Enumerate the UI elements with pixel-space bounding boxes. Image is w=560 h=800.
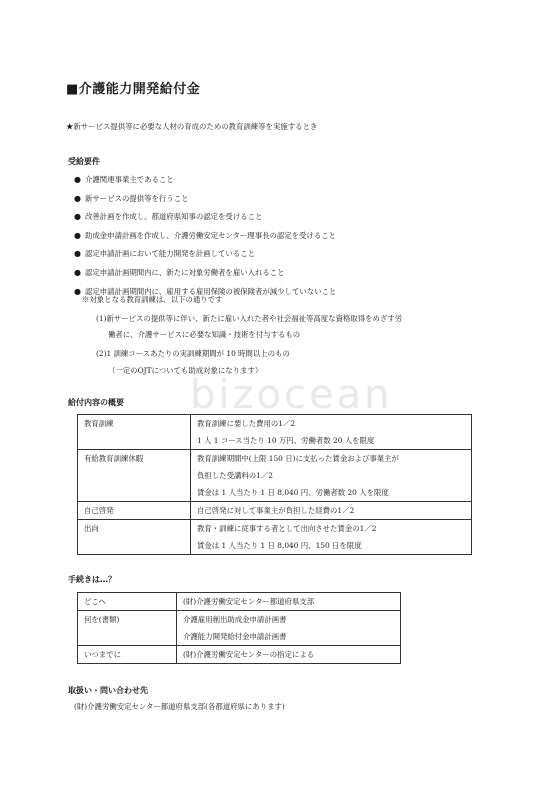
list-item: ● 改善計画を作成し、都道府県知事の認定を受けること <box>74 208 336 227</box>
bullet-icon: ● <box>74 249 81 259</box>
bullet-icon: ● <box>74 286 81 296</box>
list-item: ● 助成金申請計画を作成し、介護労働安定センター理事長の認定を受けること <box>74 227 336 246</box>
table-cell-label: 自己啓発 <box>78 502 191 520</box>
table-row <box>78 611 401 646</box>
table-cell-label: いつまでに <box>78 646 177 664</box>
list-item: ● 新サービスの提供等を行うこと <box>74 190 336 209</box>
bullet-icon: ● <box>74 212 81 222</box>
table-row <box>78 415 472 450</box>
table-row <box>78 450 472 502</box>
training-sub2-line1: (2)1 訓練コースあたりの実訓練期間が 10 時間以上のもの <box>96 349 290 358</box>
training-sub2-line2: （一定のOJTについても助成対象になります） <box>108 366 263 375</box>
bullet-icon: ● <box>74 193 81 203</box>
bullet-icon: ● <box>74 175 81 184</box>
list-item: ● 認定申請計画において能力開発を計画していること <box>74 245 336 264</box>
watermark: bizocean <box>190 372 393 418</box>
table-cell-content: 教育訓練期間中(上限 150 日)に支払った賃金および事業主が 負担した受講料の1／2 賃金は 1 人当たり 1 日 8,040 円、労働者数 20 人を限度 <box>191 450 472 502</box>
training-sub1-line2: 働者に、介護サービスに必要な知識・技術を付与するもの <box>108 330 301 339</box>
table-cell-label: 有給教育訓練休暇 <box>78 450 191 502</box>
table-row <box>78 646 401 664</box>
table-row <box>78 593 401 611</box>
benefits-table <box>77 414 472 555</box>
requirements-list <box>74 171 336 301</box>
lead-text: ★新サービス提供等に必要な人材の育成のための教育訓練等を実施するとき <box>66 122 318 131</box>
table-cell-label: 出向 <box>78 520 191 555</box>
table-cell-label: どこへ <box>78 593 177 611</box>
table-row <box>78 520 472 555</box>
benefits-heading: 給付内容の概要 <box>68 398 124 407</box>
list-item: ● 認定申請計画期間内に、雇用する雇用保険の被保険者が減少していないこと <box>74 283 336 302</box>
table-cell-content: 自己啓発に対して事業主が負担した経費の1／2 <box>191 502 472 520</box>
list-item: ● 認定申請計画期間内に、新たに対象労働者を雇い入れること <box>74 264 336 283</box>
table-cell-content: 教育訓練に要した費用の1／2 1 人 1 コース当たり 10 万円、労働者数 20 人を限度 <box>191 415 472 450</box>
table-cell-content: 介護雇用創出助成金申請計画書 介護能力開発給付金申請計画書 <box>177 611 401 646</box>
procedure-table <box>77 592 401 664</box>
contact-heading: 取扱い・問い合わせ先 <box>68 686 148 695</box>
page-title: ■介護能力開発給付金 <box>66 82 201 97</box>
table-cell-label: 教育訓練 <box>78 415 191 450</box>
table-cell-content: 教育・訓練に従事する者として出向させた賃金の1／2 賃金は 1 人当たり 1 日 8,040 円、150 日を限度 <box>191 520 472 555</box>
bullet-icon: ● <box>74 267 81 277</box>
table-cell-label: 何を(書類) <box>78 611 177 646</box>
list-item: ● 介護関連事業主であること <box>74 171 336 190</box>
procedure-heading: 手続きは…？ <box>68 575 116 584</box>
bullet-icon: ● <box>74 230 81 240</box>
table-cell-content: (財)介護労働安定センター都道府県支部 <box>177 593 401 611</box>
contact-text: (財)介護労働安定センター都道府県支部(各都道府県にあります) <box>74 702 285 711</box>
table-cell-content: (財)介護労働安定センターの指定による <box>177 646 401 664</box>
training-sub1-line1: (1)新サービスの提供等に伴い、新たに雇い入れた者や社会福祉等高度な資格取得をめざす労 <box>96 314 403 323</box>
requirements-heading: 受給要件 <box>68 157 100 166</box>
training-note: ※対象となる教育訓練は、以下の通りです <box>82 295 223 304</box>
table-row <box>78 502 472 520</box>
